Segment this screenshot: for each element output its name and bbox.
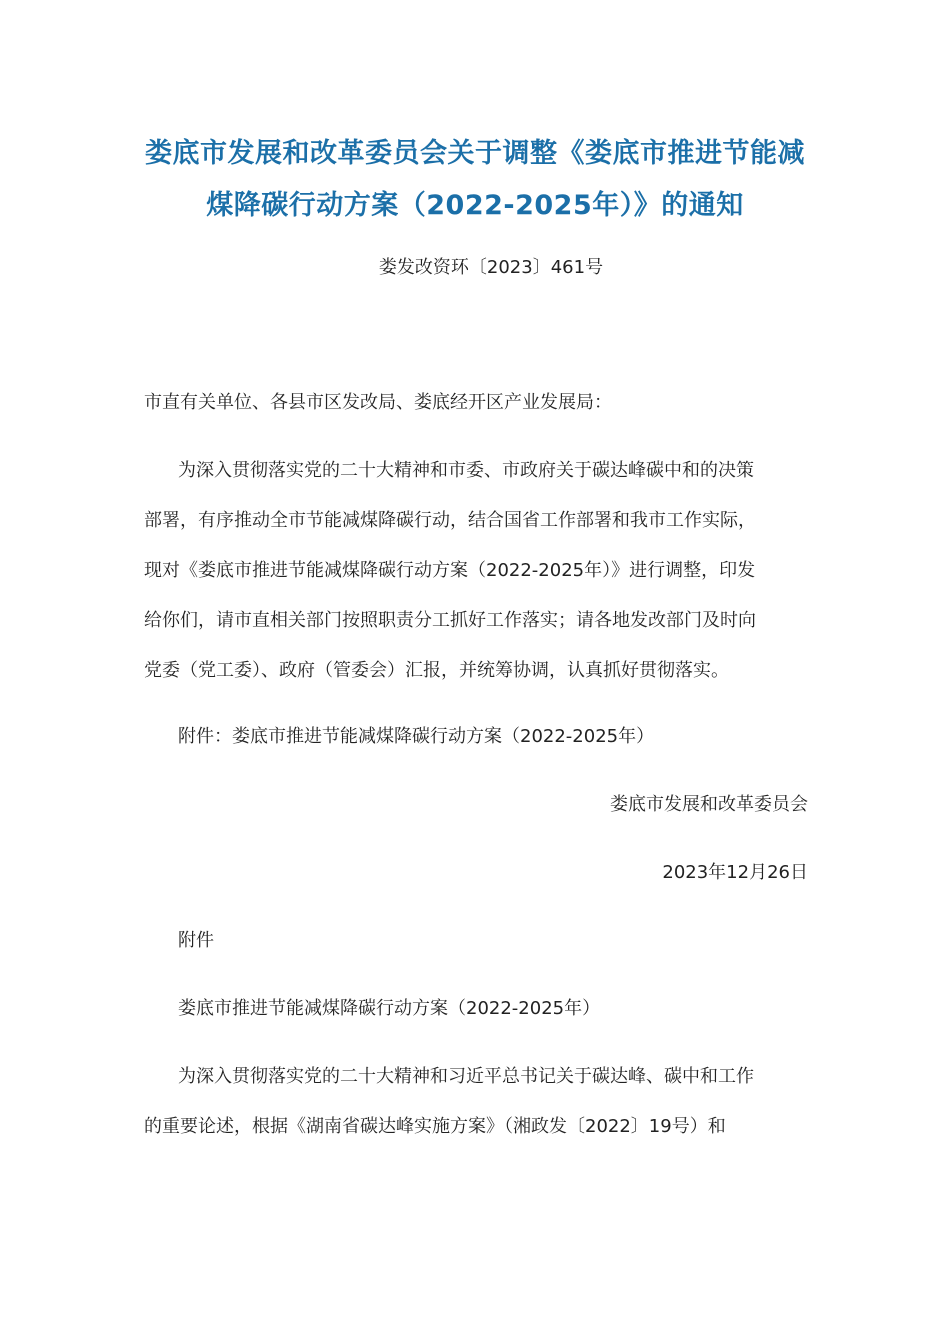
document-title (120, 128, 830, 232)
attachment-intro (144, 1052, 810, 1152)
attachment-title (144, 984, 810, 1034)
paragraph-line: 为深入贯彻落实党的二十大精神和习近平总书记关于碳达峰、碳中和工作 (178, 1066, 754, 1087)
attachment-label-text: 附件 (178, 930, 214, 951)
paragraph-line: 为深入贯彻落实党的二十大精神和市委、市政府关于碳达峰碳中和的决策 (178, 460, 754, 481)
document-number: 娄发改资环〔2023〕461号 (378, 257, 604, 278)
salutation-text: 市直有关单位、各县市区发改局、娄底经开区产业发展局： (144, 392, 612, 413)
title-line: 娄底市发展和改革委员会关于调整《娄底市推进节能减 (145, 138, 805, 169)
attachment-note-text: 附件：娄底市推进节能减煤降碳行动方案（2022-2025年） (178, 726, 655, 747)
body-paragraph (144, 446, 810, 696)
paragraph-line: 给你们，请市直相关部门按照职责分工抓好工作落实；请各地发改部门及时向 (144, 610, 756, 631)
paragraph-line: 部署，有序推动全市节能减煤降碳行动，结合国省工作部署和我市工作实际， (144, 510, 756, 531)
salutation (144, 378, 810, 428)
title-line: 煤降碳行动方案（2022-2025年）》的通知 (206, 190, 744, 221)
attachment-label (144, 916, 810, 966)
issuer: 娄底市发展和改革委员会 (610, 794, 808, 815)
attachment-title-text: 娄底市推进节能减煤降碳行动方案（2022-2025年） (178, 998, 601, 1019)
paragraph-line: 现对《娄底市推进节能减煤降碳行动方案（2022-2025年）》进行调整，印发 (144, 560, 756, 581)
issue-date: 2023年12月26日 (662, 862, 808, 883)
paragraph-line: 党委（党工委）、政府（管委会）汇报，并统筹协调，认真抓好贯彻落实。 (144, 660, 729, 681)
paragraph-line: 的重要论述，根据《湖南省碳达峰实施方案》（湘政发〔2022〕19号）和 (144, 1116, 726, 1137)
attachment-note (144, 712, 810, 762)
